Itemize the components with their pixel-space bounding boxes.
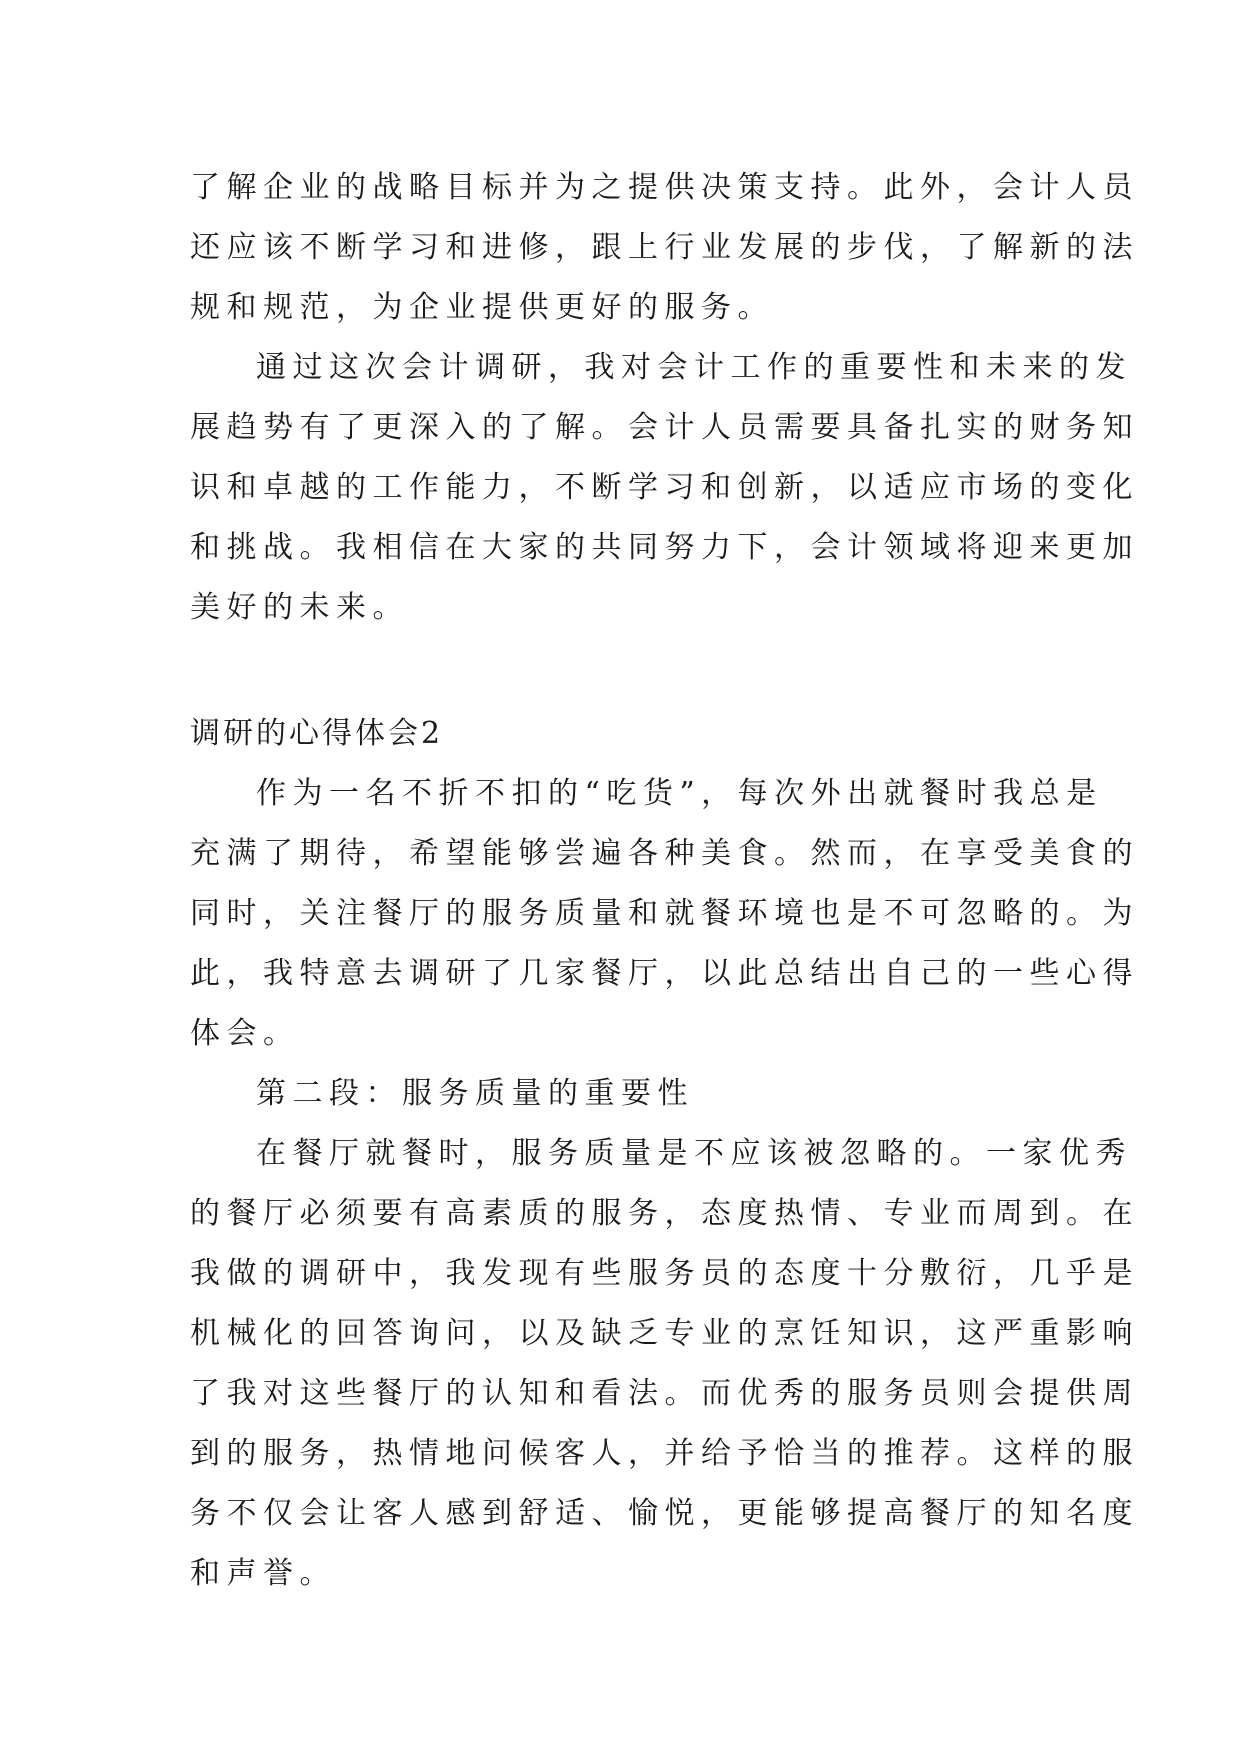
text-line: 同时，关注餐厅的服务质量和就餐环境也是不可忽略的。为 [190, 896, 1139, 931]
text-line: 规和规范，为企业提供更好的服务。 [190, 290, 774, 325]
text-line: 机械化的回答询问，以及缺乏专业的烹饪知识，这严重影响 [190, 1316, 1139, 1351]
text-line: 和声誉。 [190, 1556, 336, 1591]
text-line: 通过这次会计调研，我对会计工作的重要性和未来的发 [256, 350, 1132, 385]
text-line: 美好的未来。 [190, 590, 409, 625]
text-line: 作为一名不折不扣的“吃货”，每次外出就餐时我总是 [256, 776, 1103, 811]
document-page [190, 158, 1139, 1604]
text-line: 务不仅会让客人感到舒适、愉悦，更能够提高餐厅的知名度 [190, 1496, 1139, 1531]
paragraph-service-quality [190, 1124, 1139, 1604]
text-line: 了我对这些餐厅的认知和看法。而优秀的服务员则会提供周 [190, 1376, 1139, 1411]
text-line: 和挑战。我相信在大家的共同努力下，会计领域将迎来更加 [190, 530, 1139, 565]
text-line: 了解企业的战略目标并为之提供决策支持。此外，会计人员 [190, 170, 1139, 205]
text-line: 充满了期待，希望能够尝遍各种美食。然而，在享受美食的 [190, 836, 1139, 871]
text-line: 在餐厅就餐时，服务质量是不应该被忽略的。一家优秀 [256, 1136, 1132, 1171]
text-line: 的餐厅必须要有高素质的服务，态度热情、专业而周到。在 [190, 1196, 1139, 1231]
subheading: 第二段：服务质量的重要性 [256, 1076, 694, 1111]
text-line: 还应该不断学习和进修，跟上行业发展的步伐，了解新的法 [190, 230, 1139, 265]
text-line: 此，我特意去调研了几家餐厅，以此总结出自己的一些心得 [190, 956, 1139, 991]
paragraph-intro [190, 764, 1139, 1064]
paragraph-continued [190, 158, 1139, 338]
spacer [190, 638, 1052, 704]
text-line: 体会。 [190, 1016, 300, 1051]
text-line: 识和卓越的工作能力，不断学习和创新，以适应市场的变化 [190, 470, 1139, 505]
paragraph-conclusion [190, 338, 1139, 638]
text-line: 展趋势有了更深入的了解。会计人员需要具备扎实的财务知 [190, 410, 1139, 445]
text-line: 我做的调研中，我发现有些服务员的态度十分敷衍，几乎是 [190, 1256, 1139, 1291]
text-line: 到的服务，热情地问候客人，并给予恰当的推荐。这样的服 [190, 1436, 1139, 1471]
section-title: 调研的心得体会2 [190, 716, 444, 751]
